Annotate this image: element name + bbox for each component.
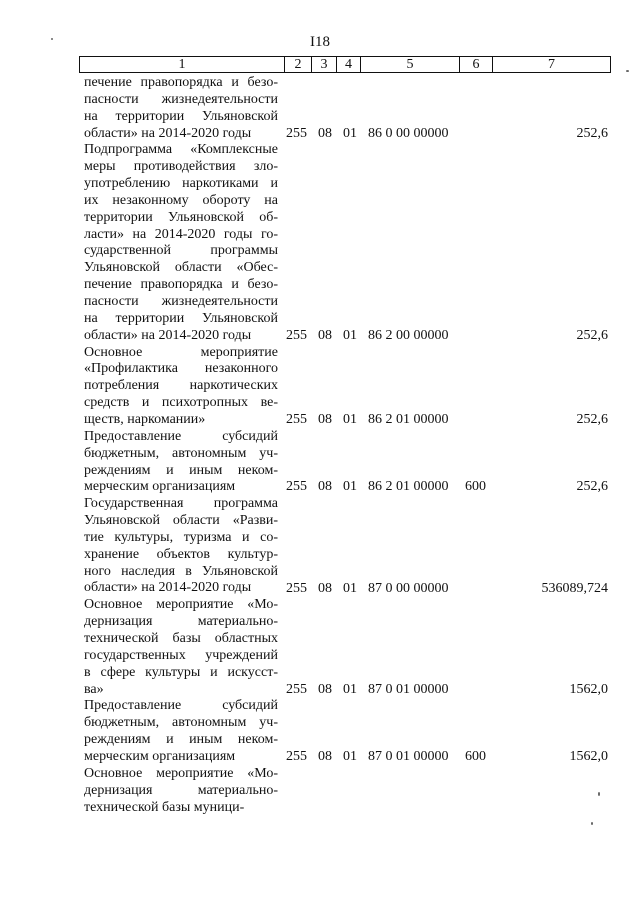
row-description [84,766,278,817]
description-line: хранение объектов культур- [84,546,278,562]
description-line: Подпрограмма «Комплексные [84,142,278,158]
cell-ved: 255 [286,580,307,596]
cell-csr: 87 0 01 00000 [368,681,449,697]
description-line: средств и психотропных ве- [84,395,278,411]
header-col-1: 1 [80,57,285,72]
cell-vr: 600 [465,479,486,495]
cell-csr: 86 2 01 00000 [368,479,449,495]
cell-csr: 86 2 01 00000 [368,411,449,427]
scan-speck [626,70,629,72]
cell-pr: 01 [343,327,357,343]
cell-rz: 08 [318,411,332,427]
row-description [84,597,278,698]
cell-csr: 87 0 01 00000 [368,748,449,764]
cell-ved: 255 [286,479,307,495]
cell-sum: 252,6 [576,327,608,343]
table-header [79,56,611,73]
scan-speck [591,822,593,825]
header-col-7: 7 [548,57,555,72]
description-line: территории Ульяновской об- [84,209,278,225]
cell-rz: 08 [318,479,332,495]
description-line: печение правопорядка и безо- [84,277,278,293]
cell-sum: 536089,724 [541,580,608,596]
table-row [0,75,640,142]
cell-rz: 08 [318,125,332,141]
row-description [84,698,278,765]
cell-sum: 1562,0 [569,681,608,697]
page-number: I18 [310,34,330,50]
cell-ved: 255 [286,681,307,697]
description-line: технической базы муници- [84,799,245,815]
description-line: области» на 2014-2020 годы [84,580,252,596]
description-line: реждениям и иным неком- [84,462,278,478]
row-description [84,496,278,597]
header-col-3: 3 [312,57,337,72]
description-line: бюджетным, автономным уч- [84,445,278,461]
header-col-5: 5 [361,57,460,72]
row-description [84,429,278,496]
cell-ved: 255 [286,327,307,343]
row-description [84,345,278,429]
description-line: «Профилактика незаконного [84,361,278,377]
row-description [84,142,278,344]
description-line: Основное мероприятие [84,344,278,360]
description-line: ного наследия в Ульяновской [84,563,278,579]
cell-ved: 255 [286,411,307,427]
table-row [0,766,640,817]
cell-rz: 08 [318,748,332,764]
table-row [0,496,640,597]
description-line: Ульяновской области «Обес- [84,260,278,276]
cell-sum: 252,6 [576,125,608,141]
description-line: Предоставление субсидий [84,428,278,444]
description-line: пасности жизнедеятельности [84,293,278,309]
table-row [0,429,640,496]
cell-pr: 01 [343,411,357,427]
description-line: реждениям и иным неком- [84,732,278,748]
cell-ved: 255 [286,748,307,764]
description-line: технической базы областных [84,631,278,647]
description-line: области» на 2014-2020 годы [84,327,252,343]
header-col-4: 4 [337,57,361,72]
description-line: области» на 2014-2020 годы [84,125,252,141]
description-line: государственных учреждений [84,647,278,663]
description-line: Основное мероприятие «Мо- [84,765,278,781]
cell-sum: 252,6 [576,411,608,427]
cell-sum: 252,6 [576,479,608,495]
table-row [0,698,640,765]
header-col-2: 2 [285,57,312,72]
scan-speck [51,38,53,40]
scan-speck [598,792,600,796]
cell-rz: 08 [318,681,332,697]
description-line: на территории Ульяновской [84,310,278,326]
row-description [84,75,278,142]
header-col-6: 6 [460,57,493,72]
cell-csr: 86 0 00 00000 [368,125,449,141]
description-line: потребления наркотических [84,378,278,394]
description-line: в сфере культуры и искусст- [84,664,278,680]
description-line: меры противодействия зло- [84,159,278,175]
cell-vr: 600 [465,748,486,764]
cell-pr: 01 [343,580,357,596]
description-line: на территории Ульяновской [84,108,278,124]
description-line: мерческим организациям [84,479,236,495]
description-line: ществ, наркомании» [84,411,206,427]
cell-sum: 1562,0 [569,748,608,764]
description-line: употреблению наркотиками и [84,176,278,192]
table-row [0,142,640,344]
cell-pr: 01 [343,681,357,697]
cell-pr: 01 [343,748,357,764]
description-line: ласти» на 2014-2020 годы го- [84,226,278,242]
cell-pr: 01 [343,125,357,141]
cell-ved: 255 [286,125,307,141]
description-line: тие культуры, туризма и со- [84,529,278,545]
table-row [0,597,640,698]
cell-pr: 01 [343,479,357,495]
description-line: Основное мероприятие «Мо- [84,597,278,613]
description-line: их незаконному обороту на [84,192,278,208]
cell-rz: 08 [318,327,332,343]
cell-csr: 86 2 00 00000 [368,327,449,343]
cell-rz: 08 [318,580,332,596]
description-line: дернизация материально- [84,614,278,630]
description-line: мерческим организациям [84,748,236,764]
description-line: Государственная программа [84,496,278,512]
cell-csr: 87 0 00 00000 [368,580,449,596]
description-line: Ульяновской области «Разви- [84,513,278,529]
description-line: печение правопорядка и безо- [84,75,278,90]
description-line: Предоставление субсидий [84,698,278,714]
description-line: дернизация материально- [84,782,278,798]
description-line: ва» [84,681,104,697]
description-line: сударственной программы [84,243,278,259]
description-line: бюджетным, автономным уч- [84,715,278,731]
table-row [0,345,640,429]
description-line: пасности жизнедеятельности [84,91,278,107]
